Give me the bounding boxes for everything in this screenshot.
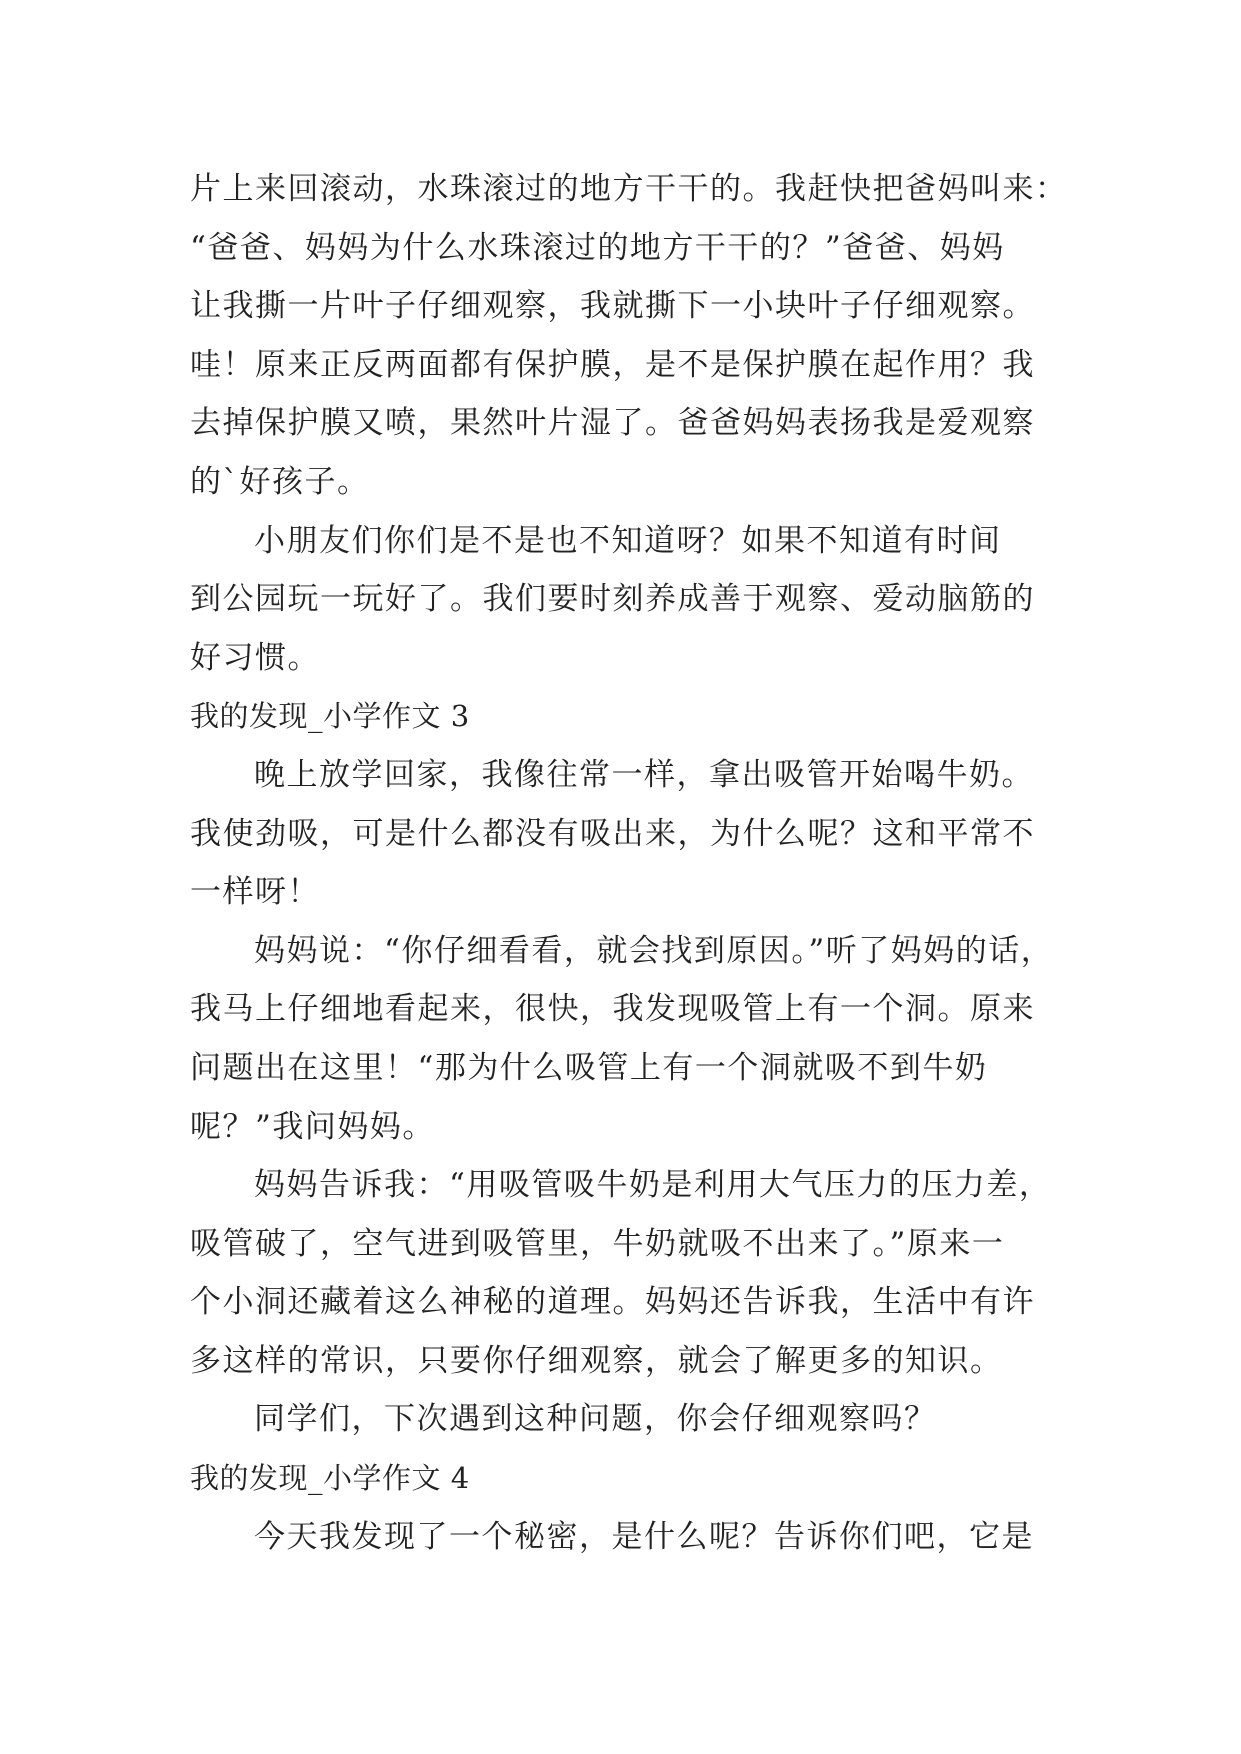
paragraph-first-line: 妈妈说：“你仔细看看，就会找到原因。”听了妈妈的话， [254,932,1054,969]
paragraph-line: 吸管破了，空气进到吸管里，牛奶就吸不出来了。”原来一 [190,1225,1005,1262]
paragraph-line: 我马上仔细地看起来，很快，我发现吸管上有一个洞。原来 [190,991,1035,1028]
paragraph-line: 我使劲吸，可是什么都没有吸出来，为什么呢？这和平常不 [190,815,1035,852]
paragraph-line: 呢？”我问妈妈。 [190,1108,435,1145]
paragraph-line: “爸爸、妈妈为什么水珠滚过的地方干干的？”爸爸、妈妈 [190,229,1005,266]
paragraph-first-line: 今天我发现了一个秘密，是什么呢？告诉你们吧，它是 [254,1518,1034,1555]
paragraph-line: 问题出在这里！“那为什么吸管上有一个洞就吸不到牛奶 [190,1049,988,1086]
section-heading: 我的发现_小学作文 3 [190,699,470,734]
paragraph-line: 多这样的常识，只要你仔细观察，就会了解更多的知识。 [190,1342,1003,1379]
paragraph-first-line: 小朋友们你们是不是也不知道呀？如果不知道有时间 [254,522,1002,559]
paragraph-line: 到公园玩一玩好了。我们要时刻养成善于观察、爱动脑筋的 [190,581,1035,618]
document-body [190,160,1070,1566]
paragraph-first-line: 妈妈告诉我：“用吸管吸牛奶是利用大气压力的压力差， [254,1167,1052,1204]
paragraph-first-line: 晚上放学回家，我像往常一样，拿出吸管开始喝牛奶。 [254,756,1034,793]
paragraph-line: 哇！原来正反两面都有保护膜，是不是保护膜在起作用？我 [190,346,1035,383]
paragraph-line: 让我撕一片叶子仔细观察，我就撕下一小块叶子仔细观察。 [190,288,1035,325]
paragraph-line: 好习惯。 [190,639,320,676]
paragraph-line: 个小洞还藏着这么神秘的道理。妈妈还告诉我，生活中有许 [190,1284,1035,1321]
paragraph-first-line: 同学们，下次遇到这种问题，你会仔细观察吗？ [254,1401,937,1438]
section-heading: 我的发现_小学作文 4 [190,1461,470,1496]
paragraph-line: 片上来回滚动，水珠滚过的地方干干的。我赶快把爸妈叫来： [190,171,1068,207]
paragraph-line: 一样呀！ [190,874,320,911]
paragraph-line: 的`好孩子。 [190,463,370,500]
paragraph-line: 去掉保护膜又喷，果然叶片湿了。爸爸妈妈表扬我是爱观察 [190,405,1035,442]
